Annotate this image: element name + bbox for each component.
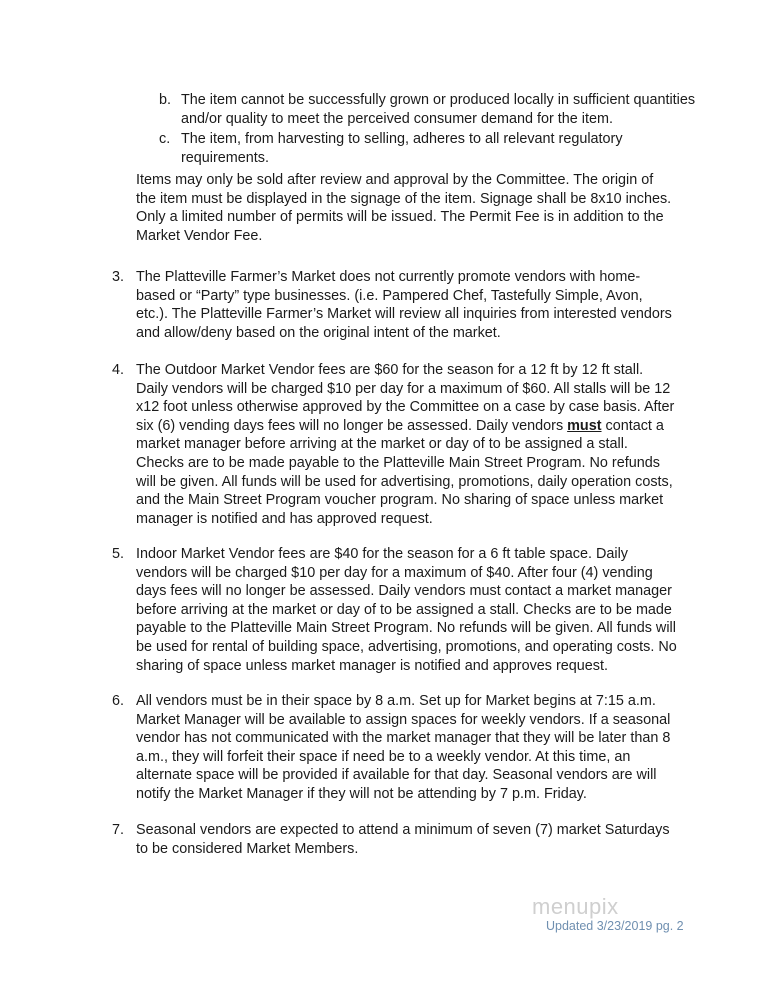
item-text: All vendors must be in their space by 8 a.m. Set up for Market begins at 7:15 a.m. Market Manager will be available to assign spaces for weekly vendors. If a seasonal vendor has not communicated with the market manager that they will be later than 8 a.m., they will forfeit their space if need be to a weekly vendor. At this time, an alternate space will be provided if available for that day. Seasonal vendors are will notify the Market Manager if they will not be attending by 7 p.m. Friday. <box>136 693 671 802</box>
sub-list-item <box>159 130 699 167</box>
item-text: The Platteville Farmer’s Market does not currently promote vendors with home-based or “Party” type businesses. (i.e. Pampered Chef, Tastefully Simple, Avon, etc.). The Platteville Farmer’s Market will review all inquiries from interested vendors and allow/deny based on the original intent of the market. <box>136 269 672 341</box>
item-number: 5. <box>112 546 125 562</box>
item-text: Indoor Market Vendor fees are $40 for the season for a 6 ft table space. Daily vendors will be charged $10 per day for a maximum of $40. After four (4) vending days fees will no longer be assessed. Daily vendors must contact a market manager before arriving at the market or day of to be assigned a stall. Checks are to be made payable to the Platteville Main Street Program. No refunds will be given. All funds will be used for rental of building space, advertising, promotions, and operating costs. No sharing of space unless market manager is notified and approves request. <box>136 546 677 674</box>
list-item-7 <box>112 821 677 858</box>
list-item-5 <box>112 545 677 675</box>
item-number: 6. <box>112 693 125 709</box>
sub-item-marker: b. <box>159 92 172 108</box>
sub-item-marker: c. <box>159 131 171 148</box>
page-footer: Updated 3/23/2019 pg. 2 <box>546 919 684 933</box>
list-item-6 <box>112 692 677 804</box>
sub-item-text: The item cannot be successfully grown or produced locally in sufficient quantities and/or quality to meet the perceived consumer demand for the item. <box>181 92 696 127</box>
item-text-part: The Outdoor Market Vendor fees are $60 for the season for a 12 ft by 12 ft stall. Daily vendors will be charged $10 per day for a maximum of $60. All stalls will be 12 x12 foot unless otherwise approved by the Committee on a case by case basis. After six (6) vending days fees will no longer be assessed. Daily vendors <box>136 362 675 434</box>
item-number: 7. <box>112 822 125 838</box>
list-item-4 <box>112 361 677 528</box>
watermark-logo: menupix <box>532 894 619 919</box>
item-text-part: contact a market manager before arriving at the market or day of to be assigned a stall. Checks are to be made payable to the Platteville Main Street Program. No refunds will be given. All funds will be used for advertising, promotions, daily operation costs, and the Main Street Program voucher program. No sharing of space unless market manager is notified and has approved request. <box>136 417 673 527</box>
list-item-3 <box>112 268 677 342</box>
sub-list-item <box>159 91 699 128</box>
item-text: Seasonal vendors are expected to attend a minimum of seven (7) market Saturdays to be considered Market Members. <box>136 822 670 857</box>
item-number: 3. <box>112 269 125 285</box>
item-number: 4. <box>112 362 125 378</box>
sub-item-text: The item, from harvesting to selling, adheres to all relevant regulatory requirements. <box>181 131 623 166</box>
permit-note: Items may only be sold after review and approval by the Committee. The origin of the item must be displayed in the signage of the item. Signage shall be 8x10 inches. Only a limited number of permits will be issued. The Permit Fee is in addition to the Market Vendor Fee. <box>136 172 672 244</box>
sub-list <box>159 91 699 169</box>
emphasis-must: must <box>567 417 602 434</box>
item-text <box>136 361 677 528</box>
